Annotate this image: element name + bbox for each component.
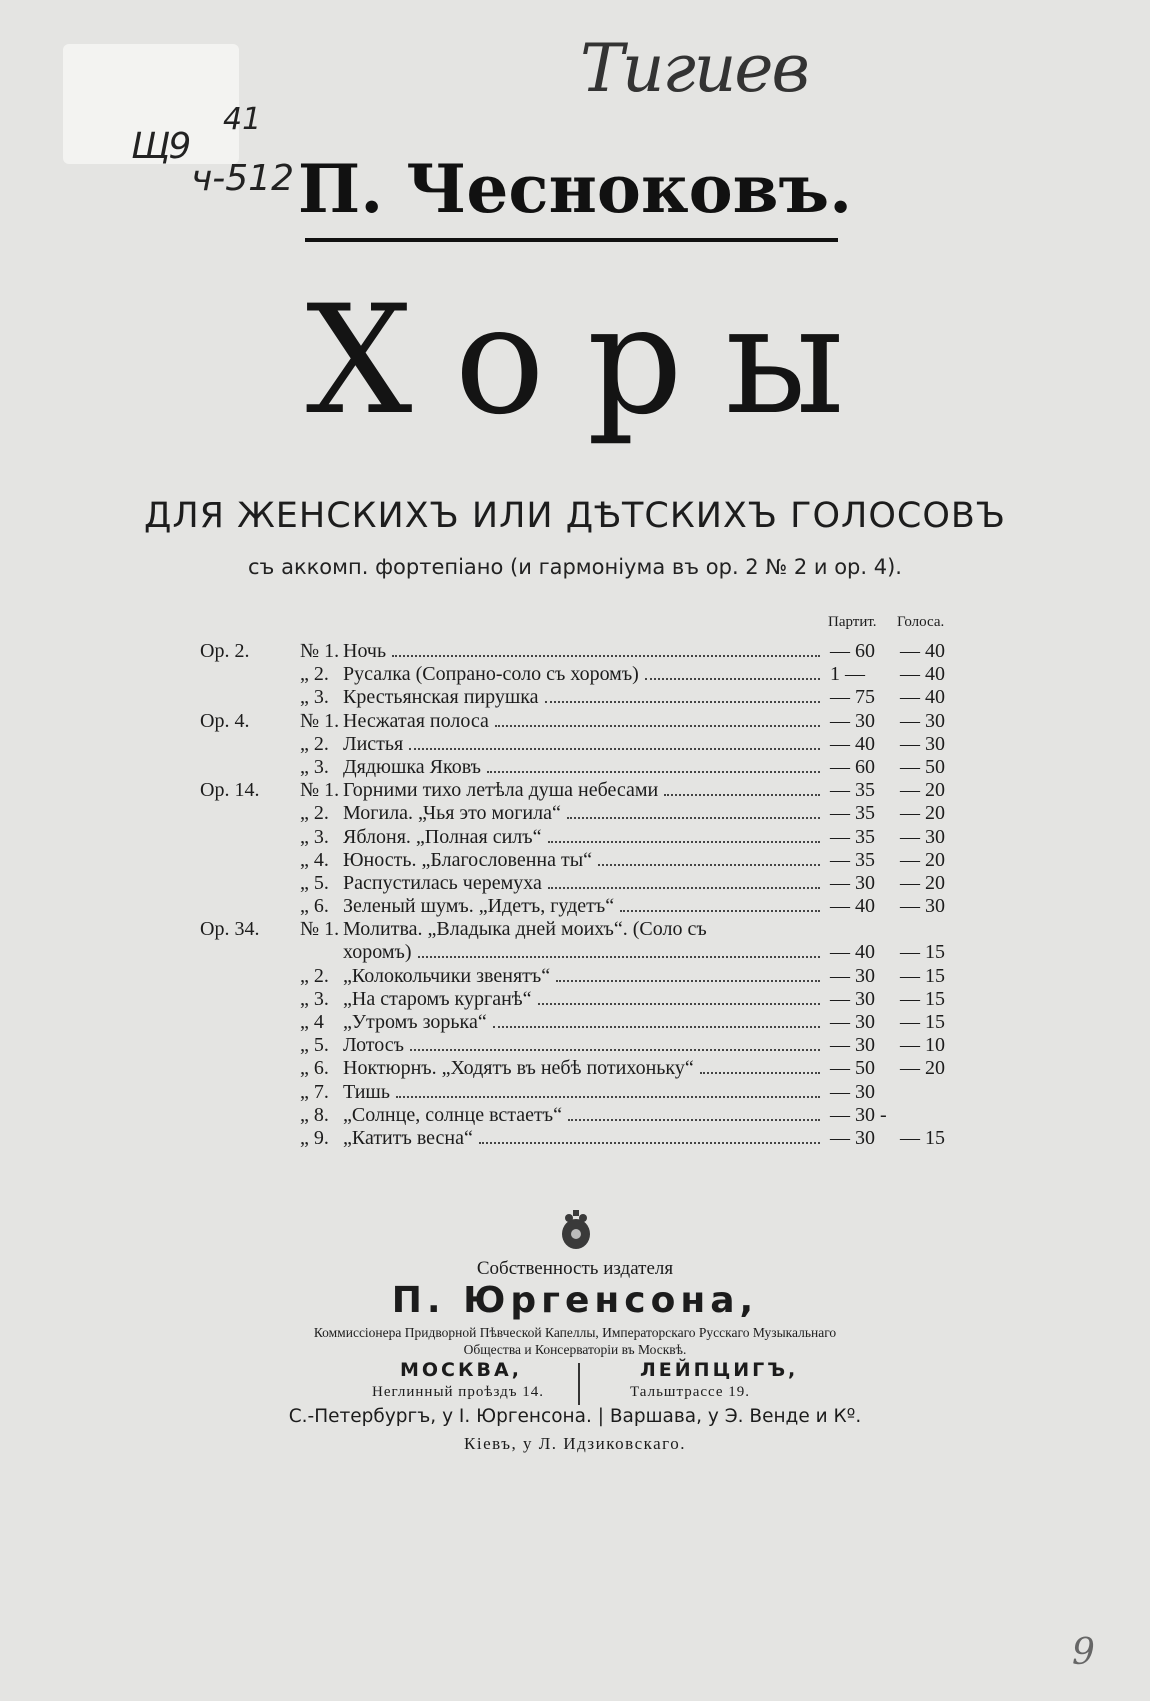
- work-number: „ 4: [300, 1011, 324, 1033]
- dot-leader: [487, 771, 820, 773]
- work-number: „ 7.: [300, 1080, 329, 1103]
- work-number: „ 8.: [300, 1103, 329, 1126]
- work-name: Ночь: [343, 640, 387, 662]
- score-price: — 35: [830, 779, 875, 802]
- dot-leader: [664, 794, 820, 796]
- library-number: 41: [223, 102, 262, 137]
- dot-leader: [548, 841, 820, 843]
- work-row: [200, 640, 960, 663]
- publisher-description-line2: Общества и Консерваторіи въ Москвѣ.: [463, 1342, 687, 1357]
- work-row: [200, 1034, 960, 1057]
- work-row: [200, 1057, 960, 1080]
- work-row: [200, 1011, 960, 1034]
- work-number: „ 3.: [300, 686, 329, 709]
- dot-leader: [548, 887, 820, 889]
- score-price: — 30: [830, 1080, 875, 1103]
- work-number: „ 5.: [300, 1034, 329, 1057]
- work-row: [200, 918, 960, 941]
- work-name: Несжатая полоса: [343, 709, 489, 732]
- score-price: — 30: [830, 709, 875, 732]
- city-moscow: МОСКВА,: [400, 1359, 522, 1381]
- work-row: [200, 872, 960, 895]
- dot-leader: [410, 1049, 820, 1051]
- work-row: [200, 895, 960, 918]
- voices-price: — 40: [900, 663, 945, 686]
- work-name: „Солнце, солнце встаетъ“: [343, 1103, 562, 1126]
- voices-price: — 30: [900, 895, 945, 918]
- title-rule: [305, 238, 838, 242]
- work-name: хоромъ): [343, 941, 412, 964]
- voices-price: — 15: [900, 987, 945, 1010]
- dot-leader: [645, 678, 820, 680]
- score-price: — 30: [830, 871, 875, 894]
- score-price: — 30: [830, 1011, 875, 1033]
- dot-leader: [545, 701, 820, 703]
- work-row: [200, 733, 960, 756]
- voices-price: — 15: [900, 1126, 945, 1149]
- score-price: — 50: [830, 1057, 875, 1080]
- dot-leader: [556, 980, 820, 982]
- address-leipzig: Тальштрассе 19.: [630, 1384, 751, 1400]
- accompaniment-note: съ аккомп. фортепіано (и гармоніума въ ор. 2 № 2 и ор. 4).: [248, 555, 902, 579]
- dot-leader: [568, 1119, 820, 1121]
- dot-leader: [493, 1026, 820, 1028]
- work-name: Русалка (Сопрано-соло съ хоромъ): [343, 663, 639, 686]
- score-price: — 60: [830, 640, 875, 662]
- voices-price: — 20: [900, 1057, 945, 1080]
- work-name: Тишь: [343, 1080, 390, 1103]
- voices-price: — 15: [900, 964, 945, 987]
- score-price: — 30: [830, 964, 875, 987]
- work-name: „Утромъ зорька“: [343, 1011, 487, 1033]
- double-eagle-emblem-icon: [558, 1208, 594, 1254]
- work-name: Ноктюрнъ. „Ходятъ въ небѣ потихоньку“: [343, 1057, 694, 1080]
- work-number: „ 6.: [300, 895, 329, 918]
- work-name: Листья: [343, 732, 404, 755]
- score-price: — 40: [830, 895, 875, 918]
- voices-price: — 15: [900, 941, 945, 964]
- work-number: „ 2.: [300, 663, 329, 686]
- work-name: „Катитъ весна“: [343, 1126, 473, 1149]
- work-number: „ 6.: [300, 1057, 329, 1080]
- composer-name: П. Чесноковъ.: [297, 150, 853, 228]
- work-row: [200, 941, 960, 964]
- work-number: № 1.: [300, 779, 340, 802]
- subtitle: ДЛЯ ЖЕНСКИХЪ ИЛИ ДѢТСКИХЪ ГОЛОСОВЪ: [143, 496, 1007, 536]
- work-name: „Колокольчики звенятъ“: [343, 964, 551, 987]
- voices-price: — 20: [900, 802, 945, 825]
- score-price: — 30 -: [830, 1103, 887, 1126]
- score-price: 1 —: [830, 663, 865, 686]
- work-number: № 1.: [300, 918, 340, 941]
- work-number: „ 2.: [300, 732, 329, 755]
- branches-line: С.-Петербургъ, у I. Юргенсона. | Варшава, у Э. Венде и Кº.: [288, 1406, 862, 1427]
- opus-label: Ор. 4.: [200, 709, 250, 732]
- work-row: [200, 756, 960, 779]
- dot-leader: [538, 1003, 820, 1005]
- work-row: [200, 826, 960, 849]
- work-name: Юность. „Благословенна ты“: [343, 848, 593, 871]
- score-price: — 35: [830, 825, 875, 848]
- score-price: — 35: [830, 802, 875, 825]
- voices-price: — 30: [900, 732, 945, 755]
- work-number: „ 3.: [300, 825, 329, 848]
- library-label: [63, 44, 294, 199]
- publisher-description-line1: Коммиссіонера Придворной Пѣвческой Капеллы, Императорскаго Русскаго Музыкальнаго: [313, 1325, 837, 1340]
- work-number: „ 3.: [300, 755, 329, 778]
- opus-label: Ор. 2.: [200, 640, 250, 662]
- work-row: [200, 663, 960, 686]
- voices-price: — 20: [900, 779, 945, 802]
- work-name: Зеленый шумъ. „Идетъ, гудетъ“: [343, 895, 615, 918]
- city-leipzig: ЛЕЙПЦИГЪ,: [640, 1359, 799, 1381]
- score-price: — 40: [830, 732, 875, 755]
- work-number: „ 2.: [300, 964, 329, 987]
- work-row: [200, 779, 960, 802]
- work-name: Крестьянская пирушка: [343, 686, 539, 709]
- work-name: Распустилась черемуха: [343, 871, 542, 894]
- dot-leader: [396, 1096, 820, 1098]
- work-number: „ 3.: [300, 987, 329, 1010]
- work-name: Лотосъ: [343, 1034, 404, 1057]
- voices-price: — 20: [900, 871, 945, 894]
- work-name: Могила. „Чья это могила“: [343, 802, 561, 825]
- dot-leader: [392, 655, 820, 657]
- score-price: — 30: [830, 1126, 875, 1149]
- work-row: [200, 849, 960, 872]
- dot-leader: [700, 1072, 820, 1074]
- voices-price: — 30: [900, 825, 945, 848]
- voices-price: — 30: [900, 709, 945, 732]
- score-price-header: Партит.: [828, 614, 877, 630]
- work-name: Дядюшка Яковъ: [343, 755, 481, 778]
- work-row: [200, 710, 960, 733]
- score-price: — 30: [830, 987, 875, 1010]
- work-row: [200, 686, 960, 709]
- publisher-description: [0, 1324, 1150, 1358]
- works-list: [200, 640, 960, 1150]
- dot-leader: [409, 748, 820, 750]
- dot-leader: [495, 725, 820, 727]
- work-name: „На старомъ курганѣ“: [343, 987, 532, 1010]
- work-name: Горними тихо летѣла душа небесами: [343, 779, 659, 802]
- work-row: [200, 1127, 960, 1150]
- work-name: Яблоня. „Полная силъ“: [343, 825, 542, 848]
- handwritten-signature: Тигиев: [580, 30, 808, 107]
- score-price: — 75: [830, 686, 875, 709]
- work-row: [200, 1104, 960, 1127]
- page-number-mark: 9: [1072, 1632, 1095, 1673]
- work-name: Молитва. „Владыка дней моихъ“. (Соло съ: [343, 918, 707, 941]
- work-row: [200, 1081, 960, 1104]
- voices-price: — 40: [900, 640, 945, 662]
- dot-leader: [418, 956, 820, 958]
- kiev-branch: Кіевъ, у Л. Идзиковскаго.: [464, 1434, 686, 1453]
- voices-price: — 40: [900, 686, 945, 709]
- publisher-property-line: Собственность издателя: [476, 1258, 674, 1279]
- publisher-name: П. Юргенсона,: [391, 1280, 759, 1321]
- score-price: — 40: [830, 941, 875, 964]
- library-shelfmark: Щ9: [131, 126, 190, 167]
- work-row: [200, 802, 960, 825]
- library-code: ч-512: [191, 158, 294, 199]
- dot-leader: [620, 910, 820, 912]
- dot-leader: [479, 1142, 820, 1144]
- work-row: [200, 988, 960, 1011]
- work-number: № 1.: [300, 640, 340, 662]
- dot-leader: [598, 864, 820, 866]
- dot-leader: [567, 817, 820, 819]
- voices-price: — 20: [900, 848, 945, 871]
- work-number: „ 5.: [300, 871, 329, 894]
- opus-label: Ор. 34.: [200, 918, 260, 941]
- voices-price-header: Голоса.: [897, 614, 945, 630]
- address-moscow: Неглинный проѣздъ 14.: [372, 1384, 545, 1400]
- voices-price: — 50: [900, 755, 945, 778]
- work-row: [200, 965, 960, 988]
- work-title: Хоры: [305, 274, 887, 448]
- opus-label: Ор. 14.: [200, 779, 260, 802]
- work-number: „ 2.: [300, 802, 329, 825]
- work-number: № 1.: [300, 709, 340, 732]
- voices-price: — 15: [900, 1011, 945, 1033]
- score-price: — 60: [830, 755, 875, 778]
- work-number: „ 9.: [300, 1126, 329, 1149]
- work-number: „ 4.: [300, 848, 329, 871]
- score-price: — 30: [830, 1034, 875, 1057]
- score-price: — 35: [830, 848, 875, 871]
- voices-price: — 10: [900, 1034, 945, 1057]
- city-separator: [578, 1363, 580, 1405]
